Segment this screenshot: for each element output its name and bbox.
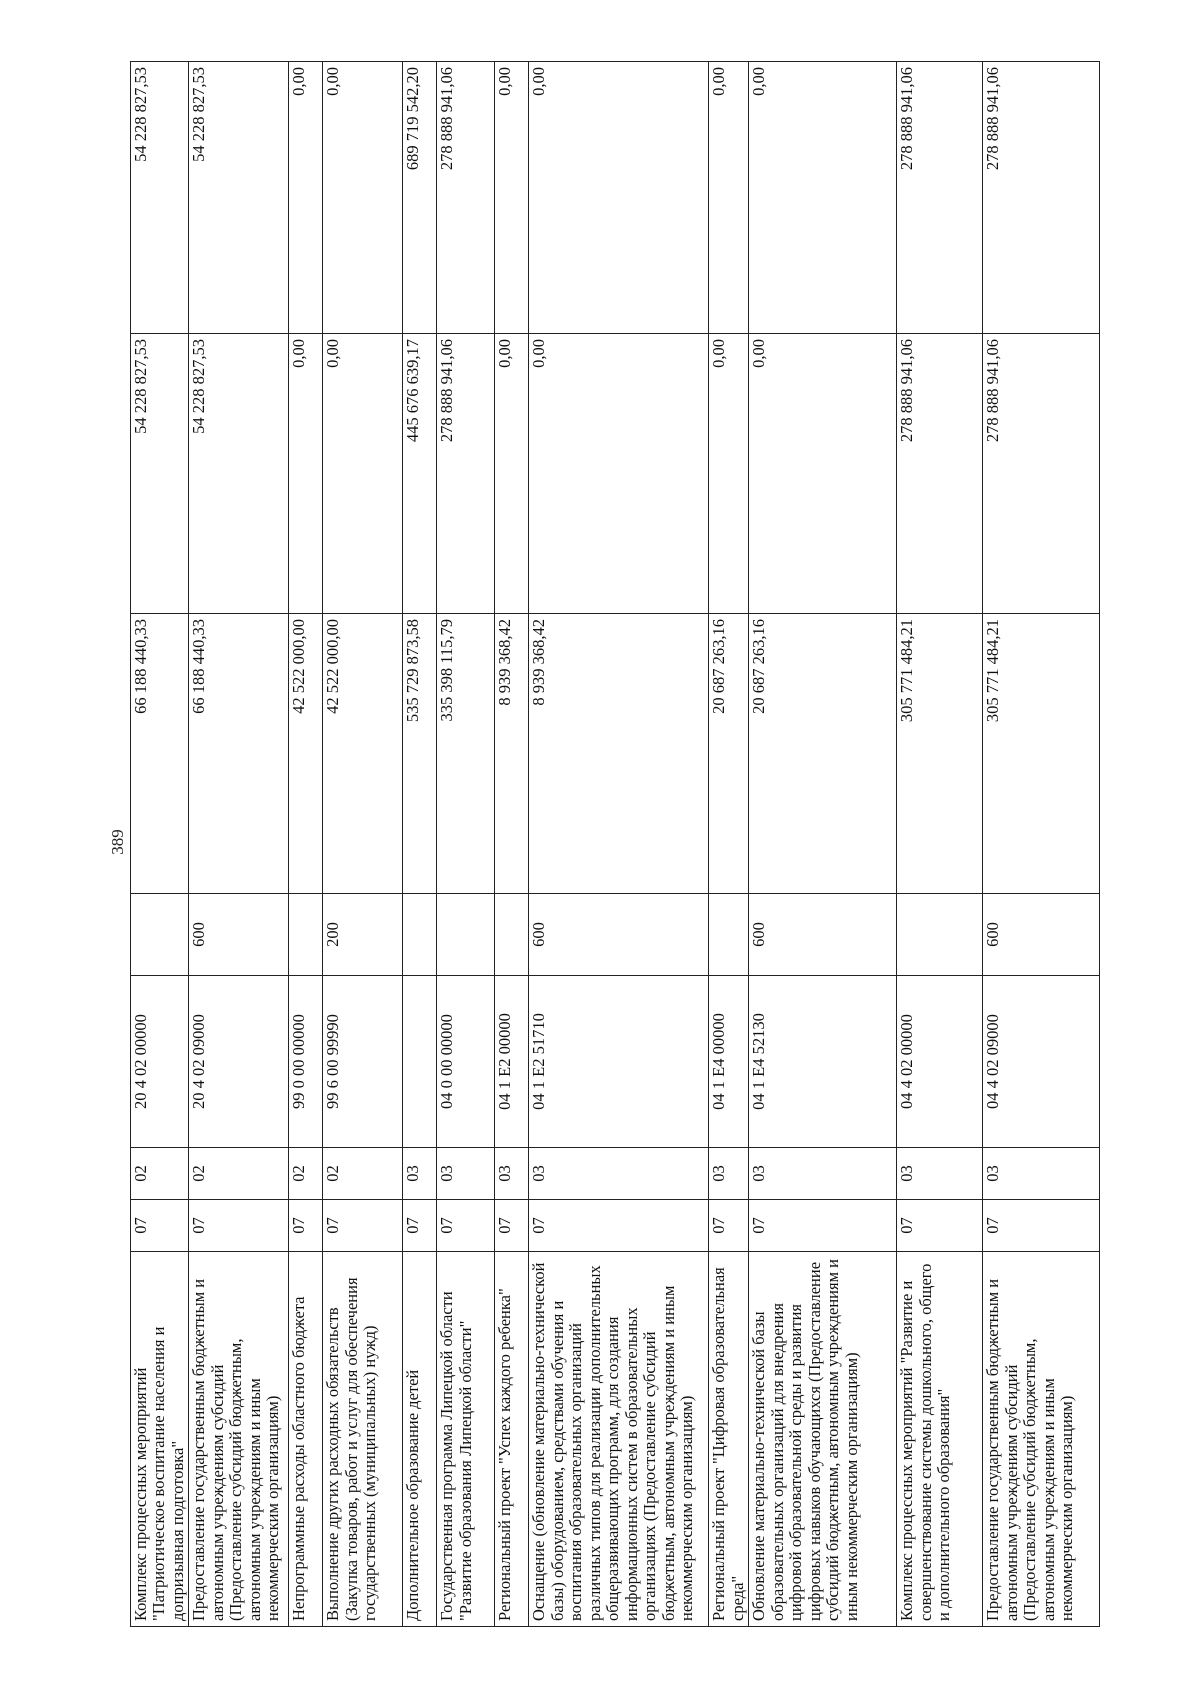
expense-name-cell: Дополнительное образование детей xyxy=(403,1252,437,1627)
target-article-cell: 99 0 00 00000 xyxy=(289,976,323,1148)
expense-name-cell: Предоставление государственным бюджетным и автономным учреждениям субсидий (Предоставление субсидий бюджетным, автономным учреждениям и иным некоммерческим организациям) xyxy=(983,1252,1100,1627)
target-article-cell: 20 4 02 09000 xyxy=(189,976,289,1148)
section-code-cell: 07 xyxy=(289,1200,323,1252)
amount-year3-cell: 0,00 xyxy=(529,62,709,334)
section-code-cell: 07 xyxy=(403,1200,437,1252)
table-body xyxy=(131,62,1100,1627)
target-article-cell xyxy=(403,976,437,1148)
amount-year2-cell: 445 676 639,17 xyxy=(403,334,437,614)
subsection-code-cell: 02 xyxy=(289,1148,323,1200)
amount-year2-cell: 0,00 xyxy=(749,334,897,614)
section-code-cell: 07 xyxy=(749,1200,897,1252)
expense-type-cell: 600 xyxy=(529,894,709,976)
amount-year3-cell: 54 228 827,53 xyxy=(131,62,189,334)
table-rotated-wrapper xyxy=(130,62,1090,1627)
section-code-cell: 07 xyxy=(897,1200,983,1252)
amount-year3-cell: 278 888 941,06 xyxy=(897,62,983,334)
amount-year3-cell: 54 228 827,53 xyxy=(189,62,289,334)
expense-type-cell xyxy=(437,894,495,976)
table-row xyxy=(709,62,749,1627)
amount-year2-cell: 0,00 xyxy=(529,334,709,614)
target-article-cell: 04 1 E2 00000 xyxy=(495,976,529,1148)
amount-year2-cell: 278 888 941,06 xyxy=(437,334,495,614)
amount-year2-cell: 54 228 827,53 xyxy=(189,334,289,614)
subsection-code-cell: 03 xyxy=(495,1148,529,1200)
amount-year3-cell: 0,00 xyxy=(289,62,323,334)
expense-type-cell xyxy=(709,894,749,976)
amount-year2-cell: 0,00 xyxy=(289,334,323,614)
subsection-code-cell: 03 xyxy=(749,1148,897,1200)
subsection-code-cell: 03 xyxy=(403,1148,437,1200)
expense-name-cell: Государственная программа Липецкой области "Развитие образования Липецкой области" xyxy=(437,1252,495,1627)
amount-year3-cell: 0,00 xyxy=(323,62,403,334)
expense-name-cell: Оснащение (обновление материально-технической базы) оборудованием, средствами обучения и воспитания образовательных организаций различных типов для реализации дополнительных общеразвивающих программ, для создания информационных систем в образовательных организациях (Предоставление субсидий бюджетным, автономным учреждениям и иным некоммерческим организациям) xyxy=(529,1252,709,1627)
budget-table xyxy=(130,61,1100,1627)
target-article-cell: 04 0 00 00000 xyxy=(437,976,495,1148)
target-article-cell: 04 4 02 09000 xyxy=(983,976,1100,1148)
expense-type-cell xyxy=(495,894,529,976)
amount-year3-cell: 0,00 xyxy=(495,62,529,334)
page-number: 389 xyxy=(108,829,127,855)
amount-year1-cell: 305 771 484,21 xyxy=(897,614,983,894)
table-row xyxy=(131,62,189,1627)
subsection-code-cell: 02 xyxy=(189,1148,289,1200)
amount-year2-cell: 278 888 941,06 xyxy=(983,334,1100,614)
expense-name-cell: Непрограммные расходы областного бюджета xyxy=(289,1252,323,1627)
section-code-cell: 07 xyxy=(495,1200,529,1252)
expense-name-cell: Выполнение других расходных обязательств (Закупка товаров, работ и услуг для обеспечения государственных (муниципальных) нужд) xyxy=(323,1252,403,1627)
subsection-code-cell: 03 xyxy=(529,1148,709,1200)
expense-type-cell xyxy=(131,894,189,976)
table-row xyxy=(495,62,529,1627)
section-code-cell: 07 xyxy=(437,1200,495,1252)
subsection-code-cell: 03 xyxy=(983,1148,1100,1200)
amount-year2-cell: 54 228 827,53 xyxy=(131,334,189,614)
amount-year3-cell: 278 888 941,06 xyxy=(437,62,495,334)
section-code-cell: 07 xyxy=(709,1200,749,1252)
amount-year1-cell: 8 939 368,42 xyxy=(495,614,529,894)
target-article-cell: 04 1 E4 52130 xyxy=(749,976,897,1148)
amount-year3-cell: 278 888 941,06 xyxy=(983,62,1100,334)
subsection-code-cell: 03 xyxy=(897,1148,983,1200)
expense-name-cell: Региональный проект "Цифровая образовательная среда" xyxy=(709,1252,749,1627)
subsection-code-cell: 02 xyxy=(131,1148,189,1200)
amount-year3-cell: 0,00 xyxy=(749,62,897,334)
amount-year1-cell: 42 522 000,00 xyxy=(323,614,403,894)
section-code-cell: 07 xyxy=(189,1200,289,1252)
expense-name-cell: Обновление материально-технической базы образовательных организаций для внедрения цифровой образовательной среды и развития цифровых навыков обучающихся (Предоставление субсидий бюджетным, автономным учреждениям и иным некоммерческим организациям) xyxy=(749,1252,897,1627)
expense-type-cell xyxy=(897,894,983,976)
table-row xyxy=(897,62,983,1627)
expense-name-cell: Комплекс процессных мероприятий "Развитие и совершенствование системы дошкольного, общего и дополнительного образования" xyxy=(897,1252,983,1627)
subsection-code-cell: 02 xyxy=(323,1148,403,1200)
table-row xyxy=(749,62,897,1627)
expense-type-cell xyxy=(403,894,437,976)
table-row xyxy=(323,62,403,1627)
table-row xyxy=(983,62,1100,1627)
amount-year1-cell: 335 398 115,79 xyxy=(437,614,495,894)
amount-year1-cell: 305 771 484,21 xyxy=(983,614,1100,894)
table-row xyxy=(437,62,495,1627)
expense-type-cell: 200 xyxy=(323,894,403,976)
amount-year1-cell: 535 729 873,58 xyxy=(403,614,437,894)
amount-year1-cell: 66 188 440,33 xyxy=(131,614,189,894)
amount-year2-cell: 0,00 xyxy=(709,334,749,614)
expense-type-cell: 600 xyxy=(749,894,897,976)
amount-year1-cell: 20 687 263,16 xyxy=(709,614,749,894)
amount-year1-cell: 20 687 263,16 xyxy=(749,614,897,894)
amount-year1-cell: 8 939 368,42 xyxy=(529,614,709,894)
amount-year3-cell: 689 719 542,20 xyxy=(403,62,437,334)
section-code-cell: 07 xyxy=(529,1200,709,1252)
amount-year2-cell: 0,00 xyxy=(323,334,403,614)
table-row xyxy=(403,62,437,1627)
section-code-cell: 07 xyxy=(323,1200,403,1252)
expense-type-cell xyxy=(289,894,323,976)
amount-year2-cell: 278 888 941,06 xyxy=(897,334,983,614)
expense-name-cell: Комплекс процессных мероприятий "Патриотическое воспитание населения и допризывная подготовка" xyxy=(131,1252,189,1627)
expense-type-cell: 600 xyxy=(983,894,1100,976)
amount-year3-cell: 0,00 xyxy=(709,62,749,334)
target-article-cell: 20 4 02 00000 xyxy=(131,976,189,1148)
amount-year1-cell: 42 522 000,00 xyxy=(289,614,323,894)
table-row xyxy=(529,62,709,1627)
target-article-cell: 99 6 00 99990 xyxy=(323,976,403,1148)
expense-name-cell: Региональный проект "Успех каждого ребенка" xyxy=(495,1252,529,1627)
target-article-cell: 04 1 E4 00000 xyxy=(709,976,749,1148)
expense-name-cell: Предоставление государственным бюджетным и автономным учреждениям субсидий (Предоставление субсидий бюджетным, автономным учреждениям и иным некоммерческим организациям) xyxy=(189,1252,289,1627)
amount-year1-cell: 66 188 440,33 xyxy=(189,614,289,894)
subsection-code-cell: 03 xyxy=(709,1148,749,1200)
expense-type-cell: 600 xyxy=(189,894,289,976)
table-row xyxy=(189,62,289,1627)
amount-year2-cell: 0,00 xyxy=(495,334,529,614)
table-row xyxy=(289,62,323,1627)
target-article-cell: 04 4 02 00000 xyxy=(897,976,983,1148)
section-code-cell: 07 xyxy=(983,1200,1100,1252)
section-code-cell: 07 xyxy=(131,1200,189,1252)
subsection-code-cell: 03 xyxy=(437,1148,495,1200)
target-article-cell: 04 1 E2 51710 xyxy=(529,976,709,1148)
